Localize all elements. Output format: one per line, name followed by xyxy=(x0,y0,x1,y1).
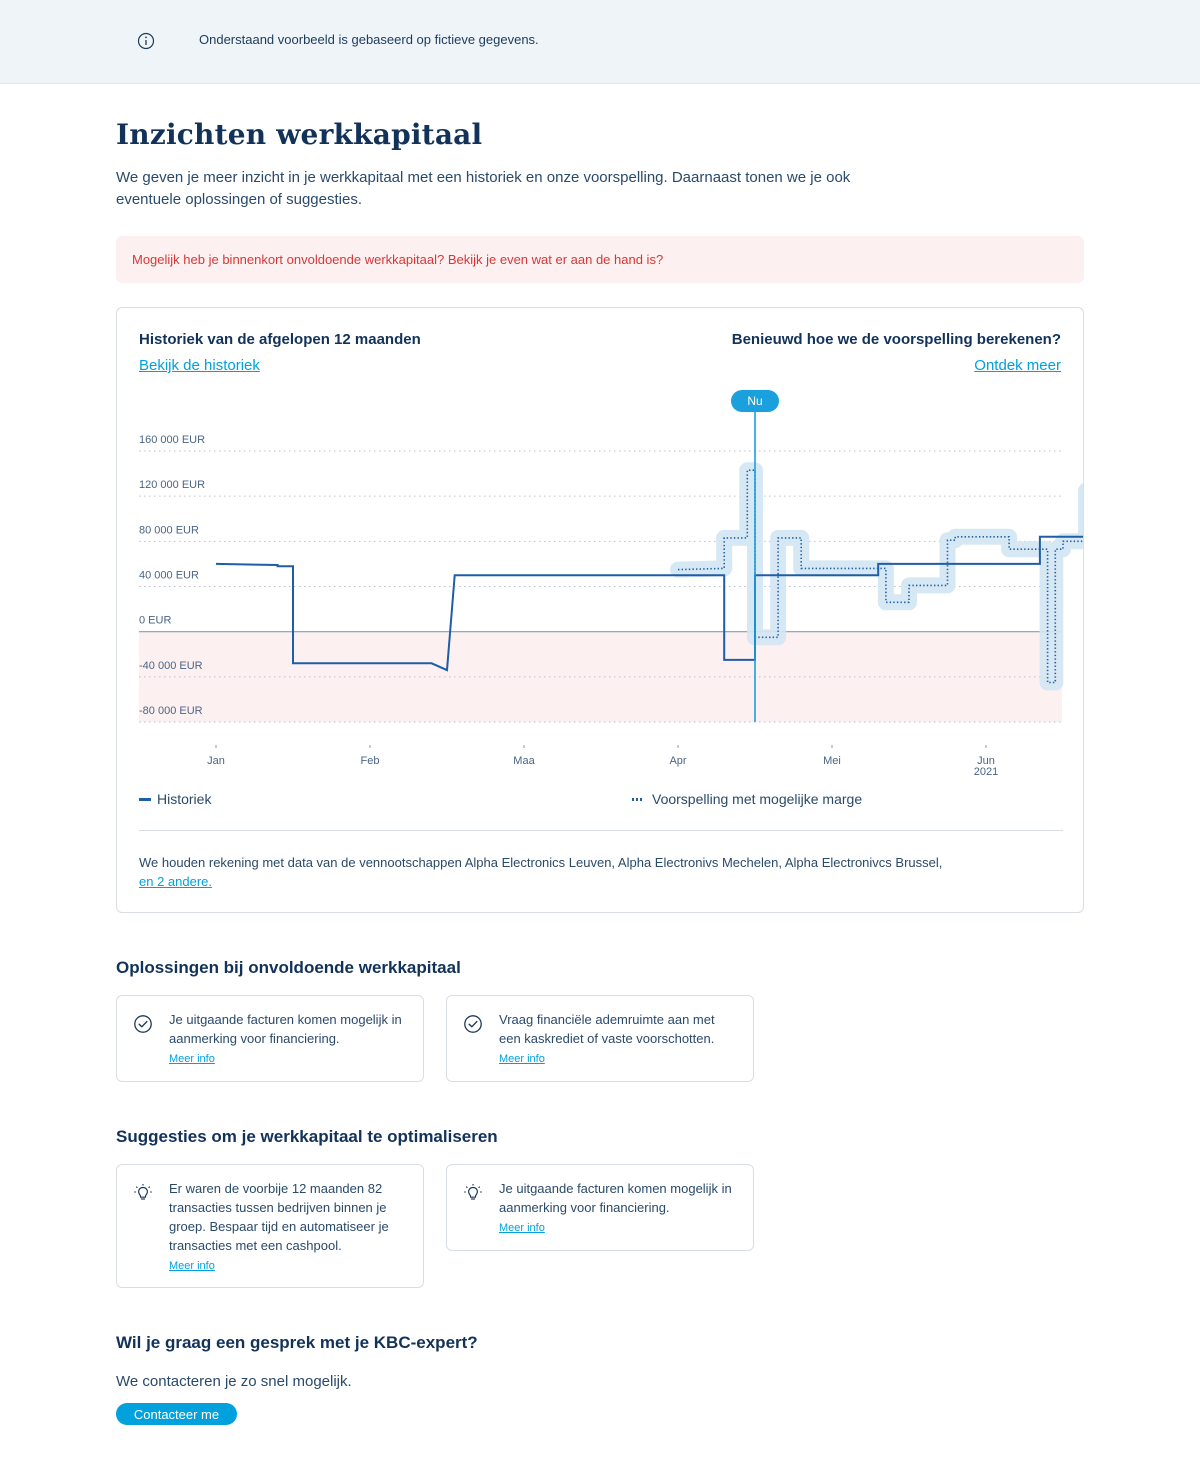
check-circle-icon xyxy=(463,1014,483,1034)
legend-history-label: Historiek xyxy=(157,791,212,807)
history-link[interactable]: Bekijk de historiek xyxy=(139,357,260,374)
suggestions-heading: Suggesties om je werkkapitaal te optimaliseren xyxy=(116,1127,498,1146)
legend-forecast xyxy=(632,791,862,807)
forecast-title: Benieuwd hoe we de voorspelling berekenen? xyxy=(731,331,1061,348)
working-capital-chart xyxy=(117,308,1083,788)
y-tick-label: 0 EUR xyxy=(139,614,172,627)
legend-forecast-label: Voorspelling met mogelijke marge xyxy=(652,791,863,807)
contact-heading: Wil je graag een gesprek met je KBC-expert? xyxy=(116,1333,478,1352)
banner-text: Onderstaand voorbeeld is gebaseerd op fictieve gegevens. xyxy=(199,32,539,47)
solution-card xyxy=(446,995,754,1082)
contact-button[interactable]: Contacteer me xyxy=(116,1403,237,1425)
x-tick-label: Mei xyxy=(823,755,841,767)
lightbulb-icon xyxy=(463,1183,483,1203)
legend-history xyxy=(139,791,211,807)
solution-text: Je uitgaande facturen komen mogelijk in aanmerking voor financiering. xyxy=(169,1012,402,1046)
forecast-link[interactable]: Ontdek meer xyxy=(974,357,1061,374)
solutions-heading: Oplossingen bij onvoldoende werkkapitaal xyxy=(116,958,461,977)
y-tick-label: 80 000 EUR xyxy=(139,524,199,537)
footnote-text: We houden rekening met data van de vennootschappen Alpha Electronics Leuven, Alpha Electronivs Mechelen, Alpha Electronivcs Brussel, xyxy=(139,855,943,870)
card-divider xyxy=(139,830,1063,831)
chart-footnote xyxy=(139,853,942,891)
solution-text: Vraag financiële ademruimte aan met een kaskrediet of vaste voorschotten. xyxy=(499,1012,715,1046)
x-tick-label: Apr xyxy=(669,755,687,767)
check-circle-icon xyxy=(133,1014,153,1034)
legend-solid-line-icon xyxy=(139,798,151,801)
now-marker-label: Nu xyxy=(747,394,763,408)
working-capital-chart-card xyxy=(116,307,1084,913)
y-tick-label: -80 000 EUR xyxy=(139,705,203,717)
alert-text: Mogelijk heb je binnenkort onvoldoende werkkapitaal? Bekijk je even wat er aan de hand is? xyxy=(132,252,664,267)
info-circle-icon xyxy=(137,32,155,50)
suggestion-card xyxy=(116,1164,424,1288)
suggestion-text: Er waren de voorbije 12 maanden 82 transacties tussen bedrijven binnen je groep. Bespaar tijd en automatiseer je transacties met een cashpool. xyxy=(169,1181,389,1253)
y-tick-label: 120 000 EUR xyxy=(139,479,206,492)
y-tick-label: 160 000 EUR xyxy=(139,434,206,446)
contact-subtext: We contacteren je zo snel mogelijk. xyxy=(116,1373,352,1390)
solution-more-info-link[interactable]: Meer info xyxy=(169,1053,215,1065)
y-tick-label: -40 000 EUR xyxy=(139,659,203,672)
x-tick-label: Jan xyxy=(207,755,225,767)
x-tick-label: Jun xyxy=(977,755,995,767)
page-intro: We geven je meer inzicht in je werkkapitaal met een historiek en onze voorspelling. Daarnaast tonen we je ook eventuele oplossingen of suggesties. xyxy=(116,169,851,208)
warning-alert xyxy=(116,236,1084,283)
legend-dotted-line-icon xyxy=(632,798,644,801)
x-tick-label: Maa xyxy=(513,755,535,767)
history-title: Historiek van de afgelopen 12 maanden xyxy=(139,331,421,348)
lightbulb-icon xyxy=(133,1183,153,1203)
page-title: Inzichten werkkapitaal xyxy=(116,118,483,151)
x-tick-label: Feb xyxy=(360,755,380,767)
suggestion-card xyxy=(446,1164,754,1251)
y-tick-label: 40 000 EUR xyxy=(139,569,199,582)
suggestion-more-info-link[interactable]: Meer info xyxy=(169,1260,215,1272)
suggestion-more-info-link[interactable]: Meer info xyxy=(499,1222,545,1234)
footnote-link[interactable]: en 2 andere. xyxy=(139,874,213,889)
info-banner xyxy=(0,0,1200,84)
suggestion-text: Je uitgaande facturen komen mogelijk in aanmerking voor financiering. xyxy=(499,1181,732,1215)
x-tick-sublabel: 2021 xyxy=(973,766,999,778)
solution-more-info-link[interactable]: Meer info xyxy=(499,1053,545,1065)
solution-card xyxy=(116,995,424,1082)
